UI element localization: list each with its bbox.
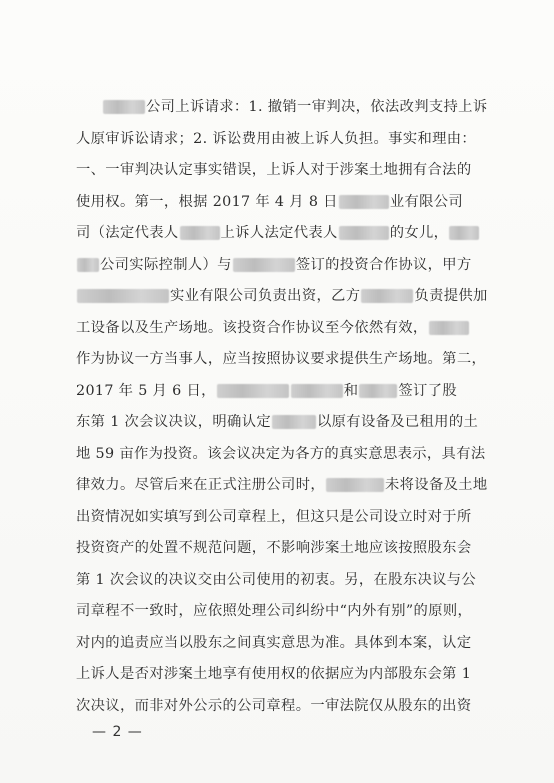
text-line: [76, 124, 484, 156]
text-segment: 实业有限公司负责出资，乙方: [170, 288, 361, 304]
text-segment: 次决议，而非对外公示的公司章程。一审法院仅从股东的出资: [76, 697, 472, 714]
text-line: [76, 187, 484, 219]
text-line: [76, 407, 484, 439]
text-segment: 投资资产的处置不规范问题，不影响涉案土地应该按照股东会: [76, 540, 472, 556]
redacted-text: [326, 478, 384, 492]
text-segment: 的女儿，: [389, 225, 449, 241]
text-line: [76, 313, 484, 345]
text-segment: 对内的追责应当以股东之间真实意思为准。具体到本案，认定: [76, 634, 472, 651]
redacted-text: [291, 384, 343, 398]
text-segment: 司章程不一致时，应依照处理公司纠纷中“内外有别”的原则，: [76, 603, 473, 619]
text-segment: 上诉人是否对涉案土地享有使用权的依据应为内部股东会第 1: [76, 666, 472, 682]
text-segment: 使用权。第一，根据 2017 年 4 月 8 日: [76, 193, 338, 210]
text-line: [76, 155, 484, 187]
text-segment: 东第 1 次会议决议，明确认定: [76, 414, 271, 430]
text-line: [76, 218, 484, 250]
text-segment: 未将设备及土地: [385, 477, 488, 493]
text-line: [76, 250, 484, 282]
text-segment: 签订了股: [398, 382, 457, 399]
text-segment: 负责提供加: [414, 288, 488, 304]
redacted-text: [180, 226, 220, 240]
text-segment: 律效力。尽管后来在正式注册公司时，: [76, 477, 325, 493]
text-segment: 作为协议一方当事人，应当按照协议要求提供生产场地。第二，: [76, 351, 487, 367]
redacted-text: [429, 321, 469, 335]
redacted-text: [361, 289, 413, 303]
text-line: [76, 691, 484, 723]
text-segment: 工设备以及生产场地。该投资合作协议至今依然有效，: [76, 319, 428, 336]
text-line: [76, 502, 484, 534]
redacted-text: [449, 226, 479, 240]
text-segment: 公司上诉请求：1. 撤销一审判决，依法改判支持上诉: [146, 99, 488, 115]
redacted-text: [339, 195, 389, 209]
text-segment: 第 1 次会议的决议交由公司使用的初衷。另，在股东决议与公: [76, 571, 477, 588]
redacted-text: [359, 384, 397, 398]
text-line: [76, 281, 488, 313]
text-line: [76, 376, 484, 408]
text-segment: 一、一审判决认定事实错误，上诉人对于涉案土地拥有合法的: [76, 162, 472, 178]
text-line: [76, 628, 484, 660]
text-segment: 出资情况如实填写到公司章程上，但这只是公司设立时对于所: [76, 508, 472, 525]
redacted-text: [217, 384, 289, 398]
redacted-text: [272, 415, 316, 429]
redacted-text: [103, 100, 145, 114]
text-line: [76, 659, 484, 691]
page-number: — 2 —: [92, 724, 143, 740]
text-line: [76, 439, 484, 471]
text-line: [76, 565, 484, 597]
redacted-text: [339, 226, 389, 240]
text-line: [76, 470, 488, 502]
redacted-text: [77, 258, 99, 272]
text-segment: 2017 年 5 月 6 日，: [76, 382, 216, 399]
redacted-text: [77, 289, 169, 303]
text-segment: 人原审诉讼请求；2. 诉讼费用由被上诉人负担。事实和理由：: [76, 130, 477, 147]
text-segment: 地 59 亩作为投资。该会议决定为各方的真实意思表示，具有法: [76, 445, 486, 462]
text-segment: 以原有设备及已租用的土: [317, 414, 479, 430]
redacted-text: [233, 258, 295, 272]
document-body: [76, 92, 488, 722]
text-line: [76, 596, 484, 628]
text-segment: 公司实际控制人）与: [100, 256, 232, 273]
text-segment: 上诉人法定代表人: [220, 225, 338, 241]
text-segment: 签订的投资合作协议，甲方: [295, 256, 472, 273]
text-line: [76, 92, 488, 124]
text-line: [76, 344, 487, 376]
text-segment: 业有限公司: [389, 193, 464, 210]
text-segment: 和: [343, 382, 359, 399]
text-segment: 司（法定代表人: [76, 225, 179, 241]
text-line: [76, 533, 484, 565]
